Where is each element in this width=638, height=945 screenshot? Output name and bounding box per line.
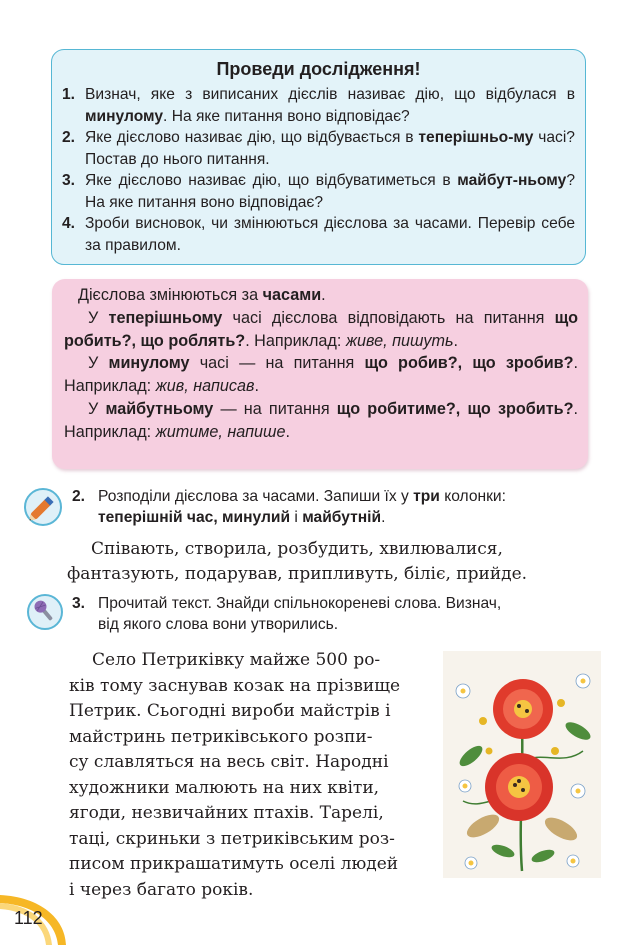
grammar-rule-box (52, 279, 588, 469)
text-line: су славляться на весь світ. Народні (69, 752, 389, 772)
text-line: художники малюють на них квіти, (69, 777, 380, 798)
item-text: . На яке питання воно відповідає? (163, 107, 410, 125)
exercise-2: 2. Розподіли дієслова за часами. Запиши їх у три колонки: теперішній час, минулий і майбутній. (72, 488, 506, 526)
item-number: 4. (62, 215, 76, 232)
text-line: ків тому заснував козак на прізвище (69, 675, 401, 696)
text-line: Петрик. Сьогодні вироби майстрів і (69, 701, 391, 721)
research-item-2 (62, 127, 575, 170)
exercise-number: 2. (72, 488, 86, 505)
text-line: ягоди, незвичайних птахів. Тарелі, (69, 803, 384, 823)
text-line: писом прикрашатимуть оселі людей (69, 854, 399, 874)
item-keyword: майбут-ньому (457, 172, 567, 189)
item-text: Зроби висновок, чи змінюються дієслова за часами. Перевір себе за правилом. (85, 215, 575, 254)
rule-paragraph: У майбутньому — на питання що робитиме?, що зробить?. Наприклад: житиме, напише. (64, 399, 578, 441)
item-text: часі? Постав до нього питання. (85, 129, 575, 168)
rule-paragraph: У минулому часі — на питання що робив?, що зробив?. Наприклад: жив, написав. (64, 354, 578, 396)
research-item-4 (62, 213, 575, 256)
page-number: 112 (14, 908, 43, 928)
item-text: ? На яке питання воно відповідає? (85, 172, 575, 211)
item-number: 2. (62, 129, 76, 146)
petrykivka-painting-image (443, 651, 601, 878)
text-line: майстринь петриківського розпи- (69, 726, 373, 747)
research-title: Проведи дослідження! (216, 59, 421, 79)
rule-paragraph: Дієслова змінюються за часами. (78, 286, 326, 304)
pen-icon (23, 487, 63, 527)
research-box (51, 49, 586, 265)
rule-paragraph: У теперішньому часі дієслова відповідають на питання що робить?, що роблять?. Наприклад: живе, пишуть. (64, 308, 578, 350)
item-keyword: теперішньо-му (418, 129, 534, 146)
item-number: 1. (62, 86, 76, 103)
item-text: Яке дієслово називає дію, що відбувається в (85, 129, 419, 146)
item-text: Визнач, яке з виписаних дієслів називає дію, що відбулася в (85, 86, 575, 103)
research-item-3 (62, 170, 575, 213)
item-number: 3. (62, 172, 76, 189)
exercise-3: 3. Прочитай текст. Знайди спільнокореневі слова. Визнач, від якого слова вони утворились. (72, 595, 502, 633)
text-line: і через багато років. (69, 879, 254, 900)
exercise-number: 3. (72, 595, 86, 612)
microphone-icon (26, 593, 64, 631)
page-number-area (0, 893, 72, 945)
text-line: таці, скриньки з петриківським роз- (69, 828, 395, 849)
exercise-2-words-line-2: фантазують, подарував, припливуть, біліє, прийде. (67, 564, 528, 584)
exercise-2-words-line-1: Співають, створила, розбудить, хвилювалися, (91, 539, 503, 559)
text-line: Село Петриківку майже 500 ро- (92, 650, 381, 670)
item-keyword: минулому (85, 107, 164, 125)
item-text: Яке дієслово називає дію, що відбуватиметься в (85, 172, 458, 189)
research-item-1 (62, 84, 575, 127)
